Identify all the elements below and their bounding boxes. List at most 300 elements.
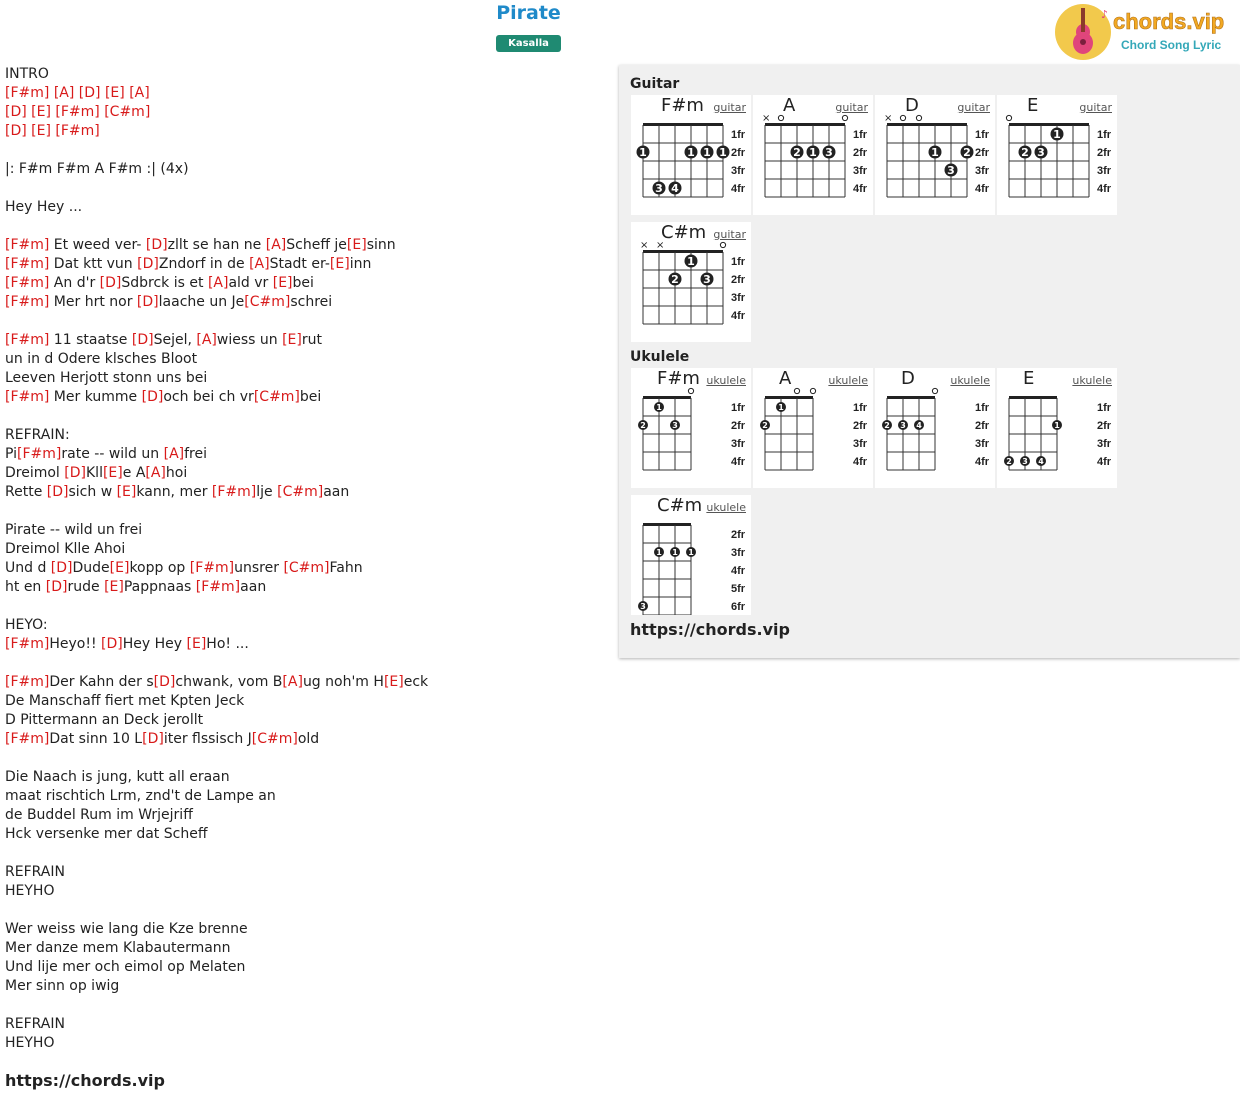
lyric-text: 11 staatse [49, 332, 132, 348]
lyric-line [5, 1034, 605, 1053]
fret-label: 3fr [975, 165, 990, 177]
lyric-text: Sdbrck is et [121, 275, 208, 291]
fret-label: 1fr [975, 129, 990, 141]
fret-label: 3fr [731, 165, 746, 177]
lyric-text: Hey Hey ... [5, 199, 83, 215]
chord-link[interactable]: [D] [153, 674, 176, 690]
fret-label: 1fr [731, 129, 746, 141]
chord-link[interactable]: [D] [46, 484, 69, 500]
svg-text:1: 1 [1054, 421, 1060, 430]
svg-text:×: × [656, 240, 665, 251]
lyric-text: Pirate -- wild un frei [5, 522, 143, 538]
lyric-line [5, 692, 605, 711]
instrument-link[interactable]: guitar [957, 101, 990, 114]
instrument-link[interactable]: ukulele [1072, 374, 1112, 387]
lyric-text: HEYHO [5, 883, 55, 899]
svg-text:2: 2 [1021, 146, 1029, 159]
lyric-text: wiess un [216, 332, 283, 348]
lyric-text: Leeven Herjott stonn uns bei [5, 370, 208, 386]
svg-text:3: 3 [1022, 457, 1028, 466]
svg-text:×: × [884, 113, 893, 124]
artist-badge[interactable] [496, 35, 561, 52]
logo-wordmark: chords.vip [1113, 9, 1225, 34]
chord-name: D [901, 368, 915, 389]
lyric-line [5, 236, 605, 255]
lyric-text: Mer hrt nor [49, 294, 137, 310]
chord-link[interactable]: [A] [196, 332, 217, 348]
lyric-text: Und lije mer och eimol op Melaten [5, 959, 246, 975]
fret-label: 1fr [853, 129, 868, 141]
lyric-text: sich w [68, 484, 117, 500]
lyric-text: de Buddel Rum im Wrjejriff [5, 807, 193, 823]
lyric-text: |: F#m F#m A F#m :| (4x) [5, 161, 189, 177]
chord-link[interactable]: [E] [272, 275, 293, 291]
lyric-text: Zndorf in de [158, 256, 250, 272]
lyric-line [5, 65, 605, 84]
chord-link[interactable]: [A] [207, 275, 229, 291]
lyric-text: Hck versenke mer dat Scheff [5, 826, 208, 842]
lyric-text: Wer weiss wie lang die Kze brenne [5, 921, 248, 937]
fret-label: 4fr [853, 183, 868, 195]
lyric-text: Kll [86, 465, 103, 481]
lyric-line [5, 388, 605, 407]
fret-label: 2fr [731, 274, 746, 286]
lyric-text: Mer danze mem Klabautermann [5, 940, 231, 956]
lyric-line [5, 274, 605, 293]
lyric-text: aan [240, 579, 267, 595]
lyric-line [5, 673, 605, 692]
fret-label: 5fr [731, 583, 746, 595]
chord-link[interactable]: [A] [265, 237, 287, 253]
svg-text:3: 3 [655, 182, 663, 195]
lyric-line [5, 122, 605, 141]
lyric-line [5, 559, 605, 578]
fret-label: 2fr [731, 529, 746, 541]
svg-text:1: 1 [672, 548, 678, 557]
song-title: Pirate [496, 2, 561, 24]
lyric-text: REFRAIN: [5, 427, 70, 443]
fret-label: 2fr [1097, 147, 1112, 159]
lyric-line [5, 255, 605, 274]
lyric-text: Heyo!! [49, 636, 102, 652]
lyric-text: rut [301, 332, 322, 348]
fret-label: 4fr [1097, 456, 1112, 468]
lyric-text: Pi [5, 446, 18, 462]
fret-label: 3fr [731, 292, 746, 304]
fret-label: 2fr [853, 420, 868, 432]
fret-label: 1fr [731, 256, 746, 268]
instrument-link[interactable]: ukulele [706, 374, 746, 387]
lyric-line [5, 616, 605, 635]
chord-link[interactable]: [D] [50, 560, 73, 576]
lyric-text: maat rischtich Lrm, znd't de Lampe an [5, 788, 276, 804]
lyric-text: Dude [72, 560, 110, 576]
lyrics-body [5, 65, 605, 1053]
lyric-text: Et weed ver- [49, 237, 146, 253]
chord-link[interactable]: [F#m] [5, 256, 50, 272]
lyric-line [5, 863, 605, 882]
instrument-link[interactable]: guitar [1079, 101, 1112, 114]
lyric-text: Scheff je [286, 237, 347, 253]
lyric-line [5, 521, 605, 540]
ukulele-chord-csharpm[interactable] [631, 495, 751, 615]
chord-link[interactable]: [E] [104, 85, 125, 101]
instrument-link[interactable]: guitar [713, 101, 746, 114]
svg-text:1: 1 [703, 146, 711, 159]
lyric-text: frei [184, 446, 208, 462]
svg-text:1: 1 [687, 146, 695, 159]
instrument-link[interactable]: guitar [835, 101, 868, 114]
lyric-line [5, 502, 605, 521]
lyric-text: inn [349, 256, 372, 272]
svg-text:4: 4 [1038, 457, 1044, 466]
chord-link[interactable]: [F#m] [195, 579, 241, 595]
lyric-text: iter flssisch J [163, 731, 252, 747]
chord-link[interactable]: [A] [53, 85, 75, 101]
chord-diagrams-panel [619, 65, 1240, 658]
svg-text:1: 1 [809, 146, 817, 159]
fret-label: 2fr [1097, 420, 1112, 432]
svg-text:2: 2 [671, 273, 679, 286]
chord-name: E [1023, 368, 1035, 389]
lyric-text: chwank, vom B [175, 674, 283, 690]
fret-label: 4fr [731, 183, 746, 195]
lyric-text: zllt se han ne [167, 237, 266, 253]
chord-link[interactable]: [A] [129, 85, 150, 101]
chord-link[interactable]: [C#m] [104, 104, 151, 120]
chord-name: F#m [661, 95, 704, 116]
lyric-text: De Manschaff fiert met Kpten Jeck [5, 693, 245, 709]
instrument-link[interactable]: ukulele [950, 374, 990, 387]
svg-text:1: 1 [1053, 128, 1061, 141]
lyric-text: ht en [5, 579, 46, 595]
lyric-text: HEYO: [5, 617, 48, 633]
chord-link[interactable]: [F#m] [55, 104, 100, 120]
svg-text:×: × [762, 113, 771, 124]
chord-link[interactable]: [D] [64, 465, 86, 481]
chord-link[interactable]: [E] [109, 560, 130, 576]
svg-text:2: 2 [884, 421, 890, 430]
lyric-line [5, 350, 605, 369]
lyric-line [5, 635, 605, 654]
svg-text:1: 1 [639, 146, 647, 159]
chord-link[interactable]: [C#m] [283, 560, 330, 576]
lyric-text: ug noh'm H [302, 674, 384, 690]
svg-text:×: × [640, 240, 649, 251]
lyrics-footer-url[interactable]: https://chords.vip [5, 1071, 165, 1090]
lyric-line [5, 84, 605, 103]
lyric-line [5, 787, 605, 806]
chord-link[interactable]: [C#m] [244, 294, 291, 310]
chord-link[interactable]: [F#m] [5, 85, 50, 101]
lyric-line [5, 578, 605, 597]
svg-text:2: 2 [640, 421, 646, 430]
lyric-text: Mer sinn op iwig [5, 978, 120, 994]
guitar-chord-a[interactable] [753, 95, 873, 215]
lyric-text: Ho! ... [206, 636, 249, 652]
lyric-line [5, 749, 605, 768]
chord-link[interactable]: [D] [5, 123, 27, 139]
fret-label: 3fr [975, 438, 990, 450]
svg-text:1: 1 [778, 403, 784, 412]
svg-text:3: 3 [825, 146, 833, 159]
chord-link[interactable]: [D] [142, 731, 164, 747]
svg-text:1: 1 [931, 146, 939, 159]
lyric-text: Und d [5, 560, 51, 576]
lyric-line [5, 160, 605, 179]
chord-link[interactable]: [F#m] [17, 446, 62, 462]
ukulele-section-title: Ukulele [630, 349, 690, 365]
lyric-line [5, 730, 605, 749]
instrument-link[interactable]: ukulele [706, 501, 746, 514]
chord-link[interactable]: [E] [346, 237, 367, 253]
instrument-link[interactable]: guitar [713, 228, 746, 241]
lyric-text: Stadt er- [269, 256, 330, 272]
lyric-text: Dreimol Klle Ahoi [5, 541, 126, 557]
lyric-text: bei [299, 389, 322, 405]
lyric-line [5, 217, 605, 236]
lyric-text: Fahn [329, 560, 363, 576]
lyric-line [5, 825, 605, 844]
chord-name: A [783, 95, 796, 116]
chord-link[interactable]: [A] [163, 446, 185, 462]
lyric-text: lje [256, 484, 278, 500]
fret-label: 1fr [731, 402, 746, 414]
fret-label: 1fr [1097, 129, 1112, 141]
fret-label: 4fr [975, 456, 990, 468]
lyric-line [5, 103, 605, 122]
chord-link[interactable]: [D] [78, 85, 101, 101]
lyric-text: old [297, 731, 320, 747]
chord-link[interactable]: [E] [282, 332, 302, 348]
lyric-text: HEYHO [5, 1035, 55, 1051]
lyric-text: rude [67, 579, 105, 595]
lyric-text: REFRAIN [5, 864, 65, 880]
lyric-line [5, 958, 605, 977]
chord-link[interactable]: [D] [131, 332, 154, 348]
chord-link[interactable]: [E] [102, 465, 123, 481]
lyric-line [5, 901, 605, 920]
lyric-text: unsrer [234, 560, 284, 576]
lyric-text: hoi [165, 465, 188, 481]
lyric-text: eck [403, 674, 429, 690]
lyric-text: aan [323, 484, 350, 500]
svg-text:3: 3 [947, 164, 955, 177]
svg-text:♪: ♪ [1101, 8, 1109, 21]
chord-link[interactable]: [F#m] [5, 294, 50, 310]
fret-label: 4fr [731, 310, 746, 322]
chord-link[interactable]: [F#m] [5, 275, 50, 291]
chord-link[interactable]: [E] [116, 484, 137, 500]
ukulele-chord-e[interactable] [997, 368, 1117, 488]
fret-label: 3fr [1097, 165, 1112, 177]
chord-link[interactable]: [D] [137, 256, 159, 272]
lyric-text: bei [292, 275, 314, 291]
fret-label: 3fr [1097, 438, 1112, 450]
chord-link[interactable]: [F#m] [211, 484, 257, 500]
lyric-line [5, 768, 605, 787]
chord-link[interactable]: [E] [31, 104, 51, 120]
lyric-line [5, 939, 605, 958]
lyric-text: e A [122, 465, 146, 481]
chord-link[interactable]: [A] [145, 465, 166, 481]
lyric-text: Dat ktt vun [49, 256, 138, 272]
fret-label: 4fr [1097, 183, 1112, 195]
lyric-line [5, 977, 605, 996]
lyric-text: laache un Je [158, 294, 245, 310]
svg-text:1: 1 [687, 255, 695, 268]
svg-text:1: 1 [656, 548, 662, 557]
chord-link[interactable]: [D] [101, 636, 123, 652]
chord-link[interactable]: [D] [141, 389, 164, 405]
svg-text:1: 1 [688, 548, 694, 557]
chord-link[interactable]: [F#m] [189, 560, 235, 576]
chord-name: A [779, 368, 792, 389]
lyric-line [5, 806, 605, 825]
chord-link[interactable]: [F#m] [5, 237, 50, 253]
lyric-text: Hey Hey [122, 636, 187, 652]
ukulele-chord-d[interactable] [875, 368, 995, 488]
guitar-chord-csharpm[interactable] [631, 222, 751, 342]
lyric-text: och bei ch vr [163, 389, 254, 405]
fret-label: 2fr [731, 420, 746, 432]
svg-text:3: 3 [640, 602, 646, 611]
lyric-line [5, 882, 605, 901]
fret-label: 1fr [853, 402, 868, 414]
lyric-line [5, 198, 605, 217]
chord-link[interactable]: [E] [383, 674, 404, 690]
guitar-section-title: Guitar [630, 76, 680, 92]
fret-label: 3fr [853, 165, 868, 177]
fret-label: 2fr [853, 147, 868, 159]
fret-label: 3fr [731, 438, 746, 450]
svg-text:3: 3 [900, 421, 906, 430]
chord-link[interactable]: [F#m] [5, 332, 50, 348]
lyric-line [5, 540, 605, 559]
fret-label: 4fr [731, 565, 746, 577]
lyric-text: Sejel, [153, 332, 197, 348]
svg-text:4: 4 [916, 421, 922, 430]
lyric-text: sinn [366, 237, 396, 253]
lyric-text: ald vr [228, 275, 273, 291]
lyric-text: INTRO [5, 66, 49, 82]
lyric-line [5, 179, 605, 198]
lyric-text: rate -- wild un [61, 446, 164, 462]
chord-link[interactable]: [C#m] [253, 389, 300, 405]
panel-footer-url[interactable]: https://chords.vip [630, 620, 790, 639]
chord-link[interactable]: [C#m] [251, 731, 298, 747]
lyric-text: Dreimol [5, 465, 65, 481]
svg-text:1: 1 [656, 403, 662, 412]
lyric-text: Mer kumme [49, 389, 142, 405]
lyric-text: Der Kahn der s [49, 674, 154, 690]
lyric-line [5, 711, 605, 730]
fret-label: 2fr [731, 147, 746, 159]
lyric-line [5, 293, 605, 312]
chord-link[interactable]: [D] [136, 294, 159, 310]
lyric-text: Rette [5, 484, 47, 500]
lyric-line [5, 331, 605, 350]
lyric-text: Dat sinn 10 L [49, 731, 143, 747]
svg-text:3: 3 [672, 421, 678, 430]
svg-text:1: 1 [719, 146, 727, 159]
guitar-chord-e[interactable] [997, 95, 1117, 215]
ukulele-chord-fsharpm[interactable] [631, 368, 751, 488]
lyric-line [5, 920, 605, 939]
chord-link[interactable]: [D] [99, 275, 122, 291]
lyric-text: An d'r [49, 275, 100, 291]
guitar-chord-fsharpm[interactable] [631, 95, 751, 215]
fret-label: 6fr [731, 601, 746, 613]
chord-link[interactable]: [D] [145, 237, 168, 253]
lyric-line [5, 369, 605, 388]
guitar-chord-d[interactable] [875, 95, 995, 215]
chord-link[interactable]: [A] [249, 256, 270, 272]
chord-link[interactable]: [F#m] [5, 731, 50, 747]
chord-link[interactable]: [E] [104, 579, 124, 595]
lyric-text: Pappnaas [123, 579, 196, 595]
chord-link[interactable]: [D] [5, 104, 27, 120]
lyric-text: un in d Odere klsches Bloot [5, 351, 198, 367]
chord-name: C#m [657, 495, 703, 516]
lyric-line [5, 407, 605, 426]
lyric-line [5, 597, 605, 616]
lyric-text: kopp op [129, 560, 190, 576]
chord-link[interactable]: [F#m] [5, 674, 50, 690]
lyric-text: schrei [290, 294, 333, 310]
chord-link[interactable]: [F#m] [5, 636, 50, 652]
site-logo[interactable] [1053, 3, 1240, 61]
chord-link[interactable]: [E] [31, 123, 51, 139]
chord-link[interactable]: [E] [186, 636, 207, 652]
fret-label: 4fr [731, 456, 746, 468]
fret-label: 3fr [731, 547, 746, 559]
fret-label: 4fr [975, 183, 990, 195]
chord-link[interactable]: [C#m] [277, 484, 324, 500]
lyric-line [5, 426, 605, 445]
chord-name: E [1027, 95, 1039, 116]
chord-link[interactable]: [F#m] [55, 123, 100, 139]
fret-label: 2fr [975, 147, 990, 159]
fret-label: 2fr [975, 420, 990, 432]
svg-text:2: 2 [762, 421, 768, 430]
instrument-link[interactable]: ukulele [828, 374, 868, 387]
fret-label: 1fr [975, 402, 990, 414]
lyric-line [5, 445, 605, 464]
svg-text:2: 2 [793, 146, 801, 159]
lyric-text: kann, mer [136, 484, 212, 500]
chord-name: D [905, 95, 919, 116]
chord-link[interactable]: [A] [282, 674, 303, 690]
chord-link[interactable]: [F#m] [5, 389, 50, 405]
svg-text:3: 3 [1037, 146, 1045, 159]
lyric-line [5, 312, 605, 331]
chord-link[interactable]: [D] [45, 579, 68, 595]
chord-link[interactable]: [E] [329, 256, 350, 272]
chord-name: F#m [657, 368, 700, 389]
lyric-line [5, 996, 605, 1015]
ukulele-chord-a[interactable] [753, 368, 873, 488]
lyric-line [5, 141, 605, 160]
fret-label: 3fr [853, 438, 868, 450]
lyric-line [5, 483, 605, 502]
lyric-line [5, 1015, 605, 1034]
lyric-line [5, 464, 605, 483]
chord-name: C#m [661, 222, 707, 243]
logo-tagline: Chord Song Lyric [1121, 38, 1222, 52]
lyric-line [5, 844, 605, 863]
svg-text:3: 3 [703, 273, 711, 286]
